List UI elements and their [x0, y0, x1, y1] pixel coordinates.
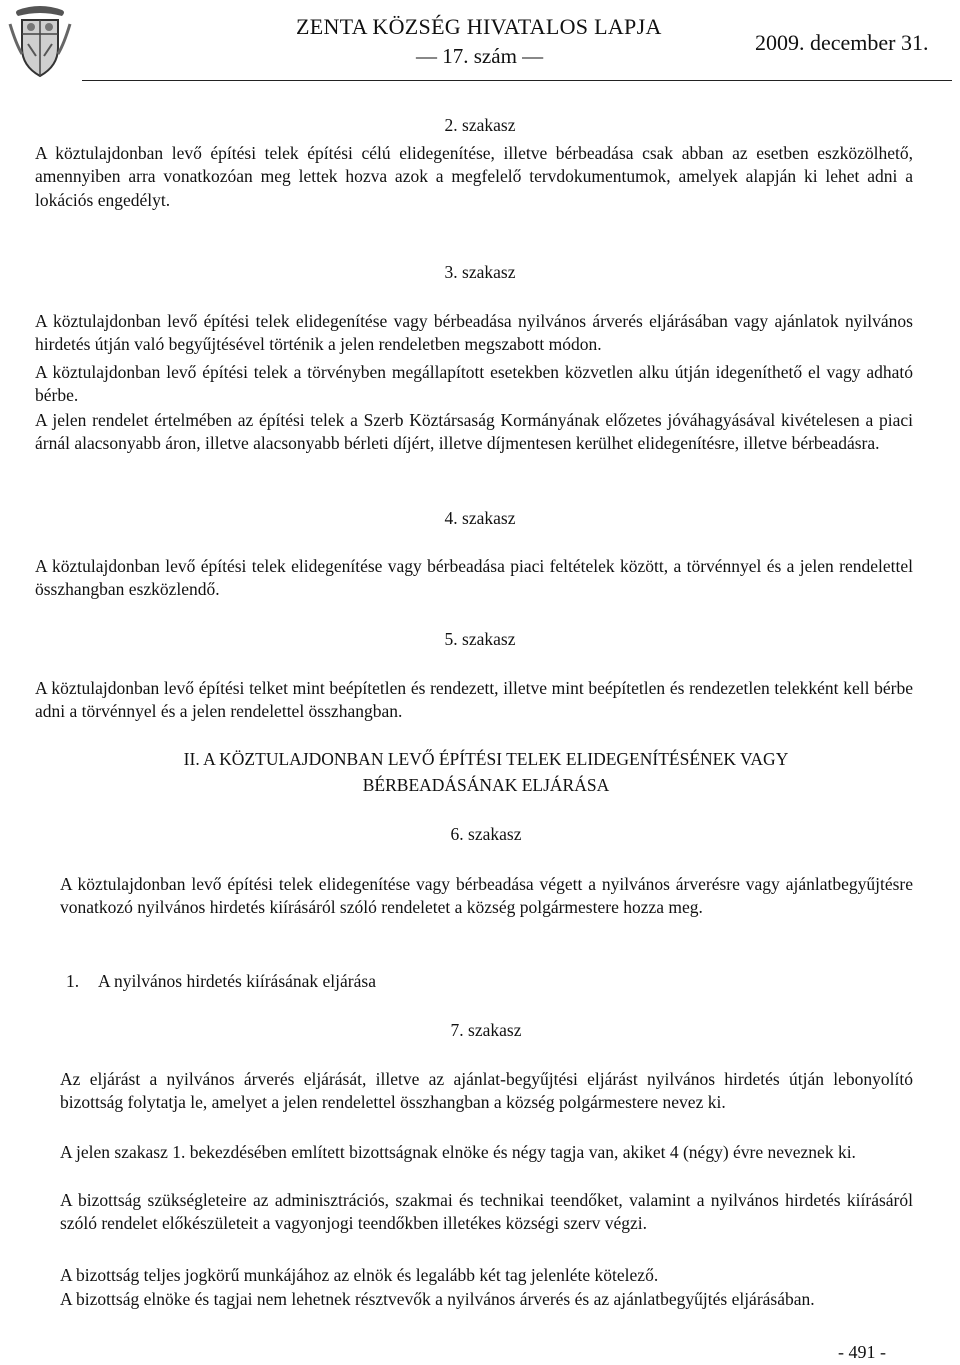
- section-7-paragraph-5: A bizottság elnöke és tagjai nem lehetnek résztvevők a nyilvános árverés és az ajánlatbegyűjtés eljárásában.: [60, 1289, 815, 1309]
- section-3-paragraph-2: A köztulajdonban levő építési telek a törvényben megállapított esetekben közvetlen alku útján idegeníthető el vagy adható bérbe.: [35, 362, 913, 406]
- issue-date: 2009. december 31.: [755, 30, 929, 55]
- section-6-text: A köztulajdonban levő építési telek elidegenítése vagy bérbeadása végett a nyilvános árverésre vagy ajánlatbegyűjtésre vonatkozó nyilvános hirdetés kiírásáról szóló rendeletet a község polgármestere hozza meg.: [60, 874, 913, 918]
- section-5-heading: 5. szakasz: [444, 629, 516, 649]
- chapter-heading-line-1: II. A KÖZTULAJDONBAN LEVŐ ÉPÍTÉSI TELEK ELIDEGENÍTÉSÉNEK VAGY: [183, 749, 789, 769]
- section-3-heading: 3. szakasz: [444, 262, 516, 282]
- issue-number: [416, 44, 543, 69]
- list-item-text: A nyilvános hirdetés kiírásának eljárása: [98, 971, 376, 991]
- section-7-paragraph-2: A jelen szakasz 1. bekezdésében említett bizottságnak elnöke és négy tagja van, akiket 4 (négy) évre neveznek ki.: [60, 1142, 856, 1162]
- section-2-text: A köztulajdonban levő építési telek építési célú elidegenítése, illetve bérbeadása csak abban az esetben eszközölhető, amennyiben arra vonatkozóan meg lettek hozva azok a megfelelő tervdokumentumok, amelyek alapján ki lehet adni a lokációs engedélyt.: [35, 143, 913, 210]
- issue-label: 17. szám: [442, 44, 517, 68]
- dash-right: ―: [516, 44, 544, 68]
- gazette-title: ZENTA KÖZSÉG HIVATALOS LAPJA: [296, 14, 662, 39]
- header-divider: [82, 80, 952, 81]
- municipality-crest-icon: [8, 4, 72, 80]
- dash-left: ―: [416, 44, 443, 68]
- section-6-heading: 6. szakasz: [450, 824, 522, 844]
- section-7-paragraph-4: A bizottság teljes jogkörű munkájához az elnök és legalább két tag jelenléte kötelező.: [60, 1265, 659, 1285]
- section-4-text: A köztulajdonban levő építési telek elidegenítése vagy bérbeadása piaci feltételek között, a törvénnyel és a jelen rendelettel összhangban eszközlendő.: [35, 556, 913, 600]
- section-3-paragraph-1: A köztulajdonban levő építési telek elidegenítése vagy bérbeadása nyilvános árverés eljárásában vagy ajánlatok nyilvános hirdetés útján való begyűjtésével történik a jelen rendeletben megszabott módon.: [35, 311, 913, 355]
- section-7-paragraph-3: A bizottság szükségleteire az adminisztrációs, szakmai és technikai teendőket, valamint a nyilvános hirdetés kiírásáról szóló rendelet előkészületeit a vagyonjogi teendőkben illetékes községi szerv végzi.: [60, 1190, 913, 1234]
- section-7-paragraph-1: Az eljárást a nyilvános árverés eljárását, illetve az ajánlat-begyűjtési eljárást nyilvános hirdetés útján lebonyolító bizottság folytatja le, amelyet a jelen rendelettel összhangban a község polgármestere nevez ki.: [60, 1069, 913, 1113]
- section-5-text: A köztulajdonban levő építési telket mint beépítetlen és rendezett, illetve mint beépítetlen és rendezetlen telekként kell bérbe adni a törvénnyel és a jelen rendelettel összhangban.: [35, 678, 913, 722]
- section-3-paragraph-3: A jelen rendelet értelmében az építési telek a Szerb Köztársaság Kormányának előzetes jóváhagyásával kivételesen a piaci árnál alacsonyabb áron, illetve alacsonyabb bérleti díjért, illetve díjmentesen kerülhet elidegenítésre, illetve bérbeadásra.: [35, 410, 913, 454]
- section-7-heading: 7. szakasz: [450, 1020, 522, 1040]
- section-2-heading: 2. szakasz: [444, 115, 516, 135]
- page-number: - 491 -: [838, 1342, 886, 1362]
- chapter-heading-line-2: BÉRBEADÁSÁNAK ELJÁRÁSA: [362, 775, 610, 795]
- section-4-heading: 4. szakasz: [444, 508, 516, 528]
- list-item-number: 1.: [66, 971, 80, 991]
